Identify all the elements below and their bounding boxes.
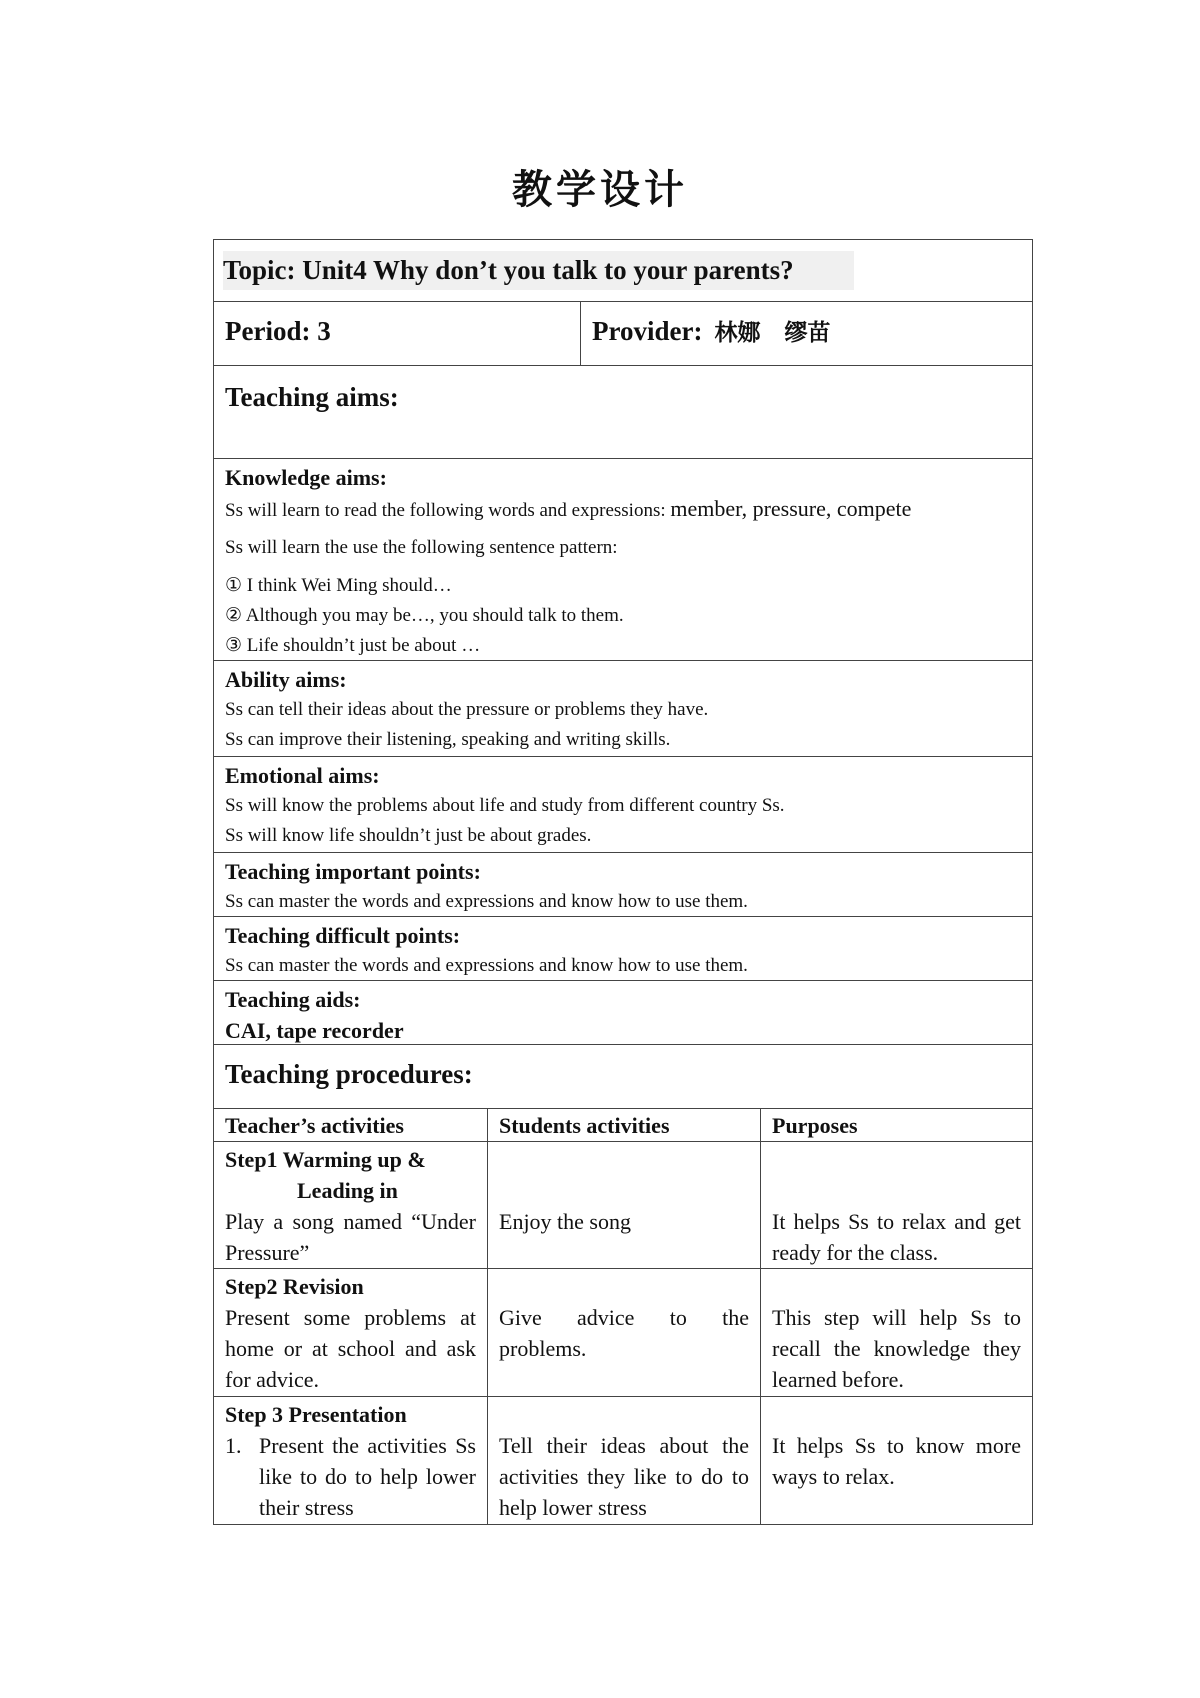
difficult-points-text: Ss can master the words and expressions and know how to use them.	[225, 955, 748, 976]
emotional-aim-2: Ss will know life shouldn’t just be about grades.	[225, 825, 592, 846]
teaching-aims-heading: Teaching aims:	[225, 382, 399, 412]
difficult-points-heading: Teaching difficult points:	[225, 923, 461, 948]
step1-teacher-activity: Play a song named “Under Pressure”	[225, 1209, 476, 1265]
step1-row	[213, 1142, 1033, 1269]
knowledge-pattern-1: ① I think Wei Ming should…	[225, 575, 452, 596]
teaching-aids-row	[213, 981, 1033, 1045]
step1-purpose: It helps Ss to relax and get ready for the class.	[772, 1209, 1021, 1265]
knowledge-aims-pattern-intro: Ss will learn the use the following sentence pattern:	[225, 537, 618, 558]
teaching-aids-heading: Teaching aids:	[225, 987, 361, 1012]
step1-title: Step1 Warming up &	[225, 1147, 426, 1172]
procedure-header-row	[213, 1109, 1033, 1142]
step2-students-activity: Give advice to the problems.	[499, 1305, 749, 1361]
important-points-heading: Teaching important points:	[225, 859, 481, 884]
provider-label: Provider:	[592, 316, 703, 346]
period-text: Period: 3	[225, 316, 331, 346]
column-students-activities: Students activities	[487, 1109, 760, 1141]
knowledge-words-list: member, pressure, compete	[670, 496, 912, 521]
column-purposes: Purposes	[760, 1109, 1032, 1141]
important-points-row	[213, 853, 1033, 917]
ability-aim-2: Ss can improve their listening, speaking and writing skills.	[225, 729, 671, 750]
step3-teacher-activity: Present the activities Ss like to do to help lower their stress	[259, 1433, 476, 1520]
emotional-aims-row	[213, 757, 1033, 853]
knowledge-words-intro: Ss will learn to read the following words and expressions:	[225, 500, 671, 521]
teaching-aims-row	[213, 366, 1033, 459]
step3-title: Step 3 Presentation	[225, 1402, 407, 1427]
knowledge-aims-words	[225, 493, 1021, 527]
provider-names: 林娜 缪苗	[714, 319, 831, 346]
knowledge-pattern-3: ③ Life shouldn’t just be about …	[225, 635, 481, 656]
emotional-aim-1: Ss will know the problems about life and study from different country Ss.	[225, 795, 785, 816]
step3-teacher-cell	[214, 1397, 487, 1524]
topic-text: Topic: Unit4 Why don’t you talk to your parents?	[223, 251, 854, 290]
step2-teacher-activity: Present some problems at home or at school and ask for advice.	[225, 1305, 476, 1392]
ability-aims-row	[213, 661, 1033, 757]
ability-aim-1: Ss can tell their ideas about the pressure or problems they have.	[225, 699, 709, 720]
topic-row	[213, 239, 1033, 302]
step1-teacher-cell	[214, 1142, 487, 1268]
step2-row	[213, 1269, 1033, 1397]
teaching-procedures-row	[213, 1045, 1033, 1109]
step3-students-activity: Tell their ideas about the activities they like to do to help lower stress	[499, 1433, 749, 1520]
ability-aims-heading: Ability aims:	[225, 667, 347, 692]
teaching-aids-text: CAI, tape recorder	[225, 1018, 404, 1043]
important-points-text: Ss can master the words and expressions and know how to use them.	[225, 891, 748, 912]
step3-item-number: 1.	[225, 1433, 242, 1458]
step2-purpose: This step will help Ss to recall the knowledge they learned before.	[772, 1305, 1021, 1392]
difficult-points-row	[213, 917, 1033, 981]
emotional-aims-heading: Emotional aims:	[225, 763, 380, 788]
step3-purpose: It helps Ss to know more ways to relax.	[772, 1433, 1021, 1489]
teaching-procedures-heading: Teaching procedures:	[225, 1059, 473, 1089]
step1-title-continued: Leading in	[297, 1178, 398, 1203]
document-title: 教学设计	[512, 166, 688, 213]
knowledge-pattern-2: ② Although you may be…, you should talk to them.	[225, 605, 624, 626]
knowledge-aims-heading: Knowledge aims:	[225, 465, 387, 490]
column-teacher-activities: Teacher’s activities	[225, 1113, 404, 1138]
step2-teacher-cell	[214, 1269, 487, 1396]
period-provider-row	[213, 302, 1033, 366]
step3-row	[213, 1397, 1033, 1525]
step1-students-activity: Enjoy the song	[499, 1209, 631, 1234]
step2-title: Step2 Revision	[225, 1274, 364, 1299]
knowledge-aims-row	[213, 459, 1033, 661]
